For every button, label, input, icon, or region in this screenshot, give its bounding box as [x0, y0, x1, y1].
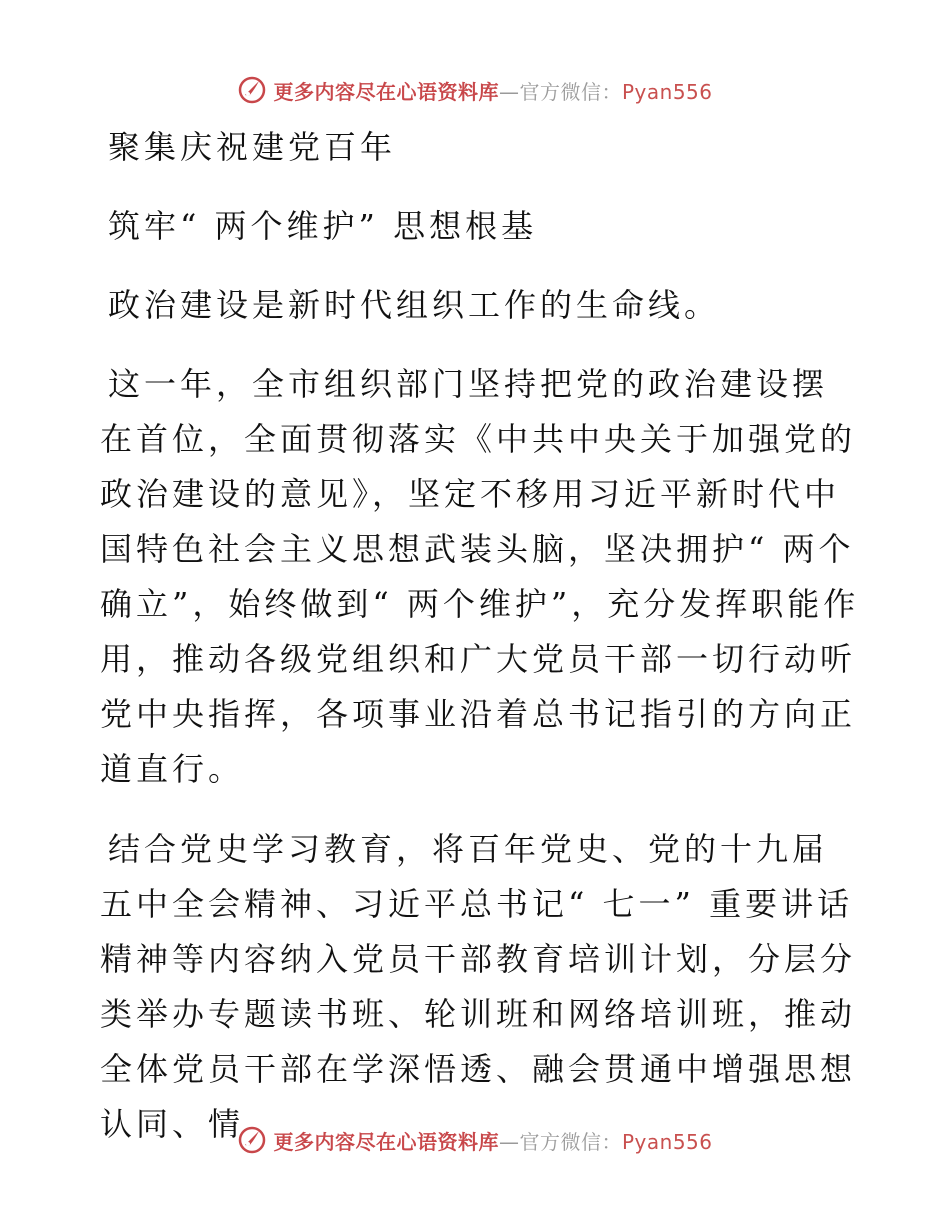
document-body [100, 120, 860, 1177]
banner-wechat-label: 官方微信： [519, 1129, 622, 1154]
document-title-line-2: 筑牢“ 两个维护” 思想根基 [108, 207, 538, 245]
header-watermark-banner [0, 70, 950, 110]
banner-separator: — [498, 79, 520, 104]
footer-watermark-banner [0, 1120, 950, 1160]
banner-wechat-id: Pyan556 [621, 1129, 713, 1154]
document-paragraph-1: 这一年，全市组织部门坚持把党的政治建设摆在首位，全面贯彻落实《中共中央关于加强党的政治建设的意见》，坚定不移用习近平新时代中国特色社会主义思想武装头脑，坚决拥护“ 两个确立”，始终做到“ 两个维护”，充分发挥职能作用，推动各级党组织和广大党员干部一切行动听党中央指挥，各项事业沿着总书记指引的方向正道直行。 [100, 365, 860, 788]
document-title-line-1: 聚集庆祝建党百年 [108, 128, 397, 166]
quill-seal-icon [237, 1125, 267, 1155]
quill-seal-icon [237, 75, 267, 105]
document-intro: 政治建设是新时代组织工作的生命线。 [108, 286, 721, 324]
banner-wechat-label: 官方微信： [519, 79, 622, 104]
document-paragraph-2: 结合党史学习教育，将百年党史、党的十九届五中全会精神、习近平总书记“ 七一” 重要讲话精神等内容纳入党员干部教育培训计划，分层分类举办专题读书班、轮训班和网络培训班，推动全体党员干部在学深悟透、融会贯通中增强思想认同、情 [100, 830, 857, 1143]
banner-brand-text: 更多内容尽在心语资料库 [273, 1129, 499, 1154]
banner-separator: — [498, 1129, 520, 1154]
banner-brand-text: 更多内容尽在心语资料库 [273, 79, 499, 104]
banner-wechat-id: Pyan556 [621, 79, 713, 104]
